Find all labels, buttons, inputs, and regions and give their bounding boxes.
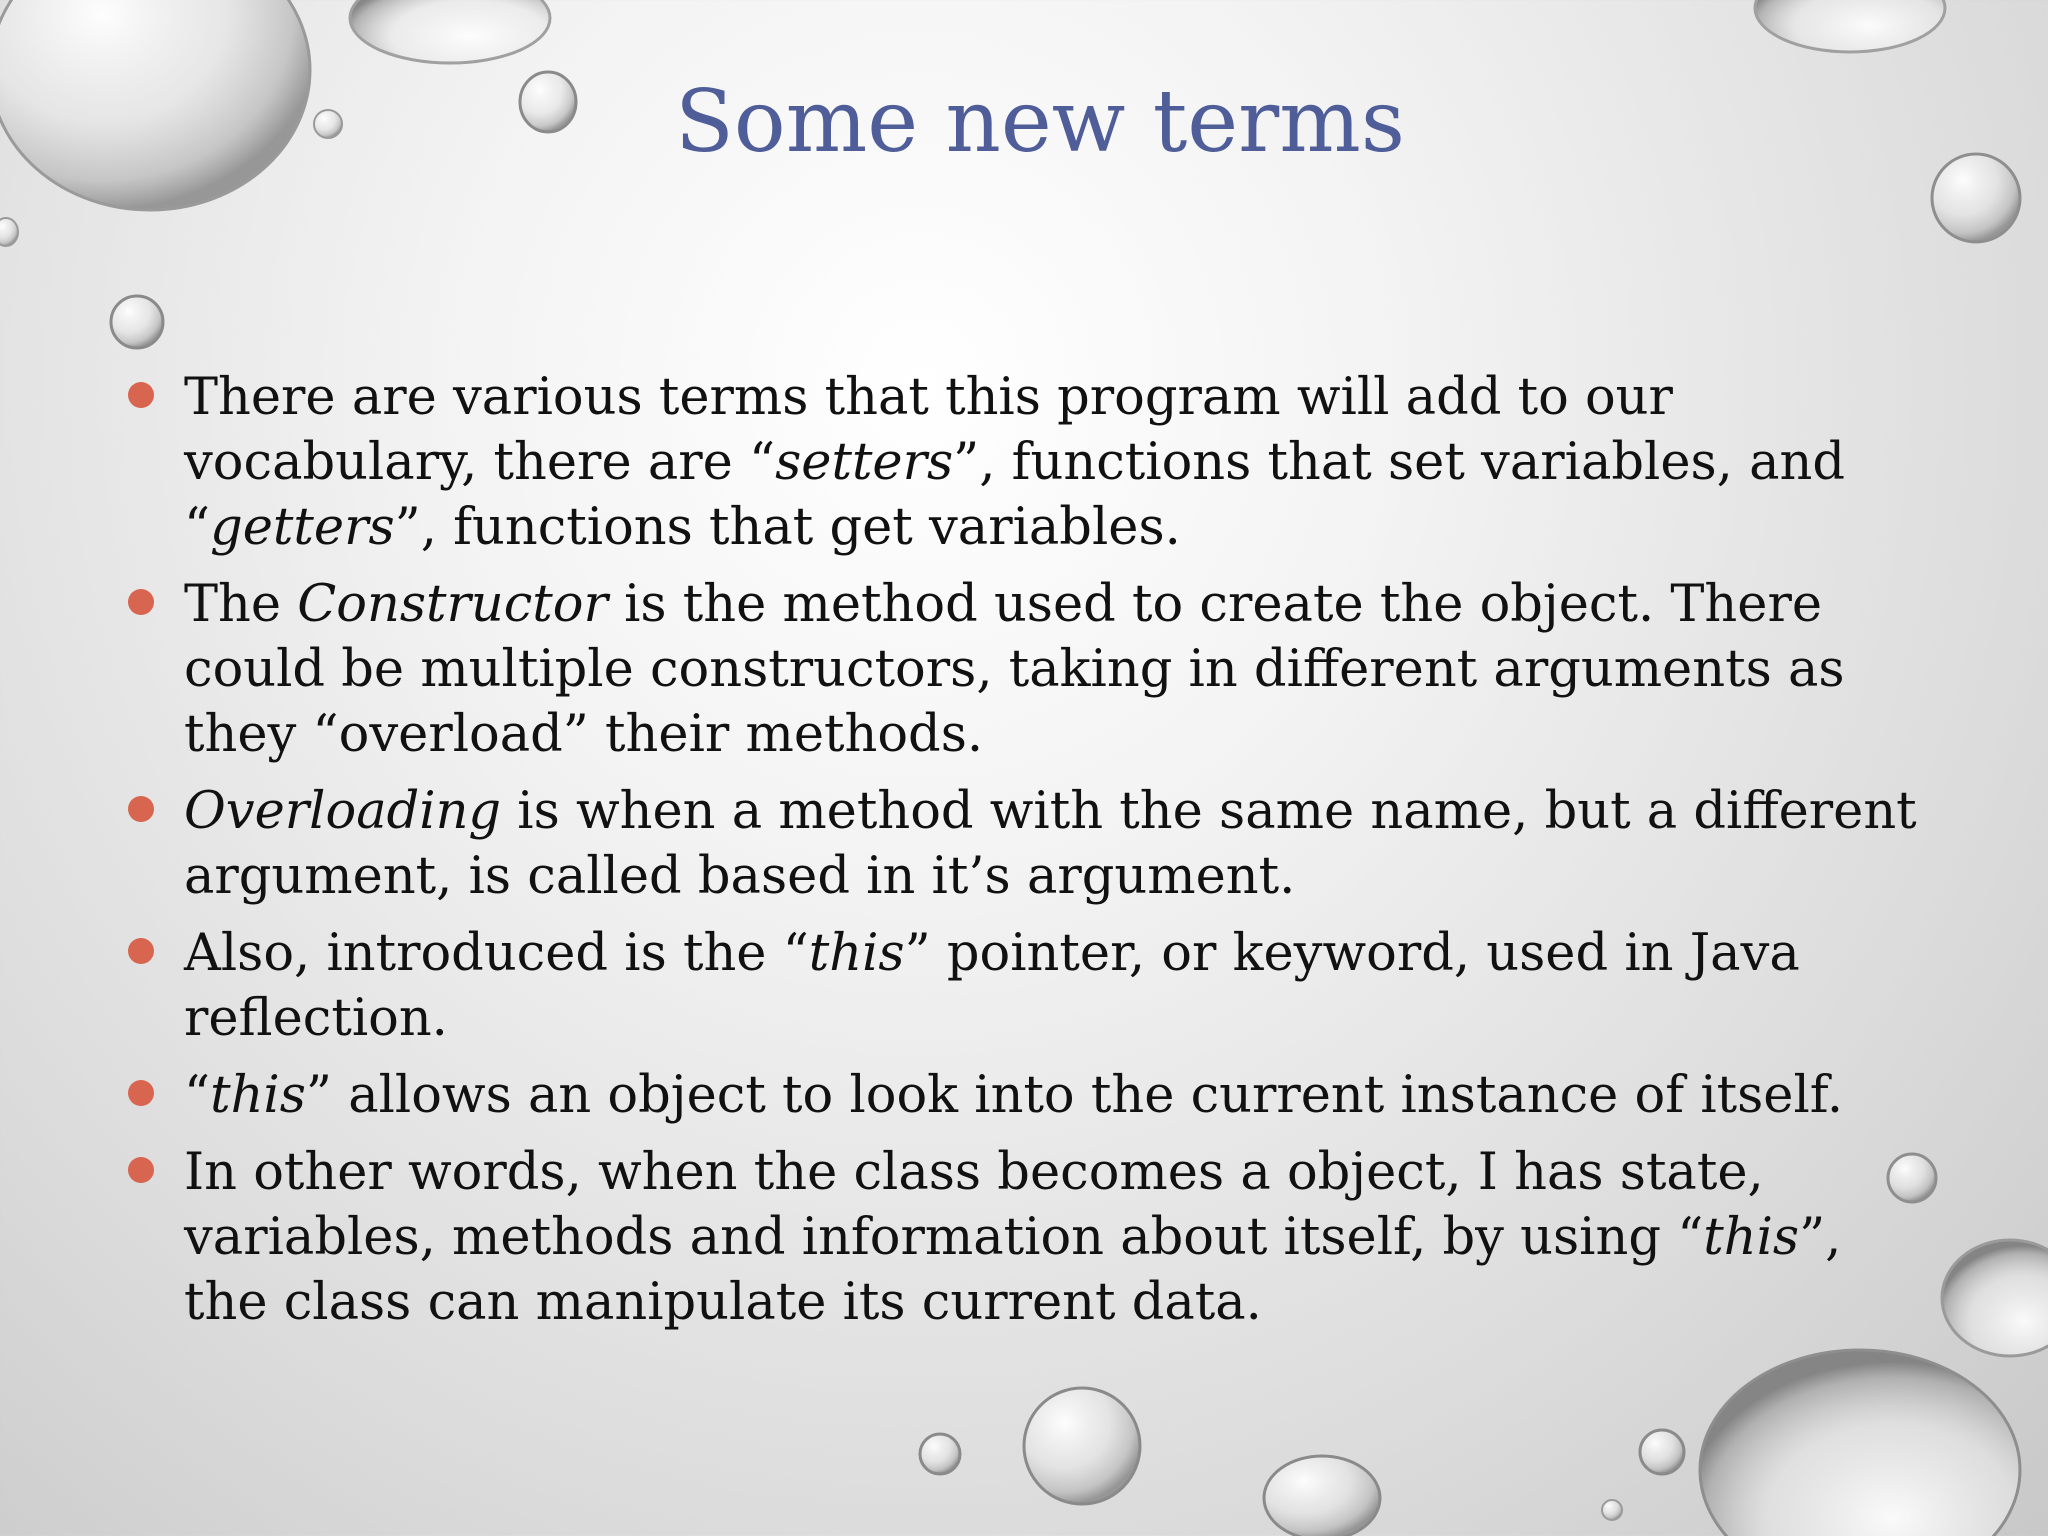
bullet-item	[120, 1063, 1920, 1128]
droplet	[920, 1434, 960, 1474]
term-this: this	[808, 924, 905, 983]
bullet-dot-icon	[128, 938, 154, 964]
bullet-text: Also, introduced is the “this” pointer, or keyword, used in Java reflection.	[184, 924, 1800, 1048]
bullet-dot-icon	[128, 1157, 154, 1183]
bullet-dot-icon	[128, 382, 154, 408]
bullet-text: The Constructor is the method used to create the object. There could be multiple constructors, taking in different arguments as they “overload” their methods.	[184, 575, 1845, 764]
droplet	[1640, 1430, 1684, 1474]
droplet	[0, 218, 18, 246]
bullet-dot-icon	[128, 589, 154, 615]
bullet-item	[120, 779, 1920, 909]
bullet-text: There are various terms that this program will add to our vocabulary, there are “setters”, functions that set variables, and “getters”, functions that get variables.	[184, 368, 1845, 557]
droplet	[1700, 1350, 2020, 1536]
bullet-item	[120, 365, 1920, 560]
bullet-dot-icon	[128, 796, 154, 822]
term-setters: setters	[775, 433, 954, 492]
bullet-text: In other words, when the class becomes a object, I has state, variables, methods and information about itself, by using “this”, the class can manipulate its current data.	[184, 1143, 1842, 1332]
term-overloading: Overloading	[184, 782, 502, 841]
droplet	[1942, 1240, 2048, 1356]
bullet-item	[120, 1140, 1920, 1335]
bullet-dot-icon	[128, 1080, 154, 1106]
bullet-item	[120, 572, 1920, 767]
term-this: this	[1703, 1208, 1800, 1267]
bullet-text: “this” allows an object to look into the current instance of itself.	[184, 1066, 1844, 1125]
droplet	[350, 0, 550, 63]
bullet-item	[120, 921, 1920, 1051]
droplet	[1024, 1388, 1140, 1504]
slide-title: Some new terms	[675, 72, 1405, 172]
droplet	[1602, 1500, 1622, 1520]
term-constructor: Constructor	[297, 575, 608, 634]
bullet-list	[120, 365, 1920, 1347]
term-getters: getters	[210, 498, 395, 557]
droplet	[111, 296, 163, 348]
bullet-text: Overloading is when a method with the same name, but a different argument, is called based in it’s argument.	[184, 782, 1917, 906]
term-this: this	[210, 1066, 306, 1125]
droplet	[1755, 0, 1945, 52]
droplet	[1264, 1456, 1380, 1536]
